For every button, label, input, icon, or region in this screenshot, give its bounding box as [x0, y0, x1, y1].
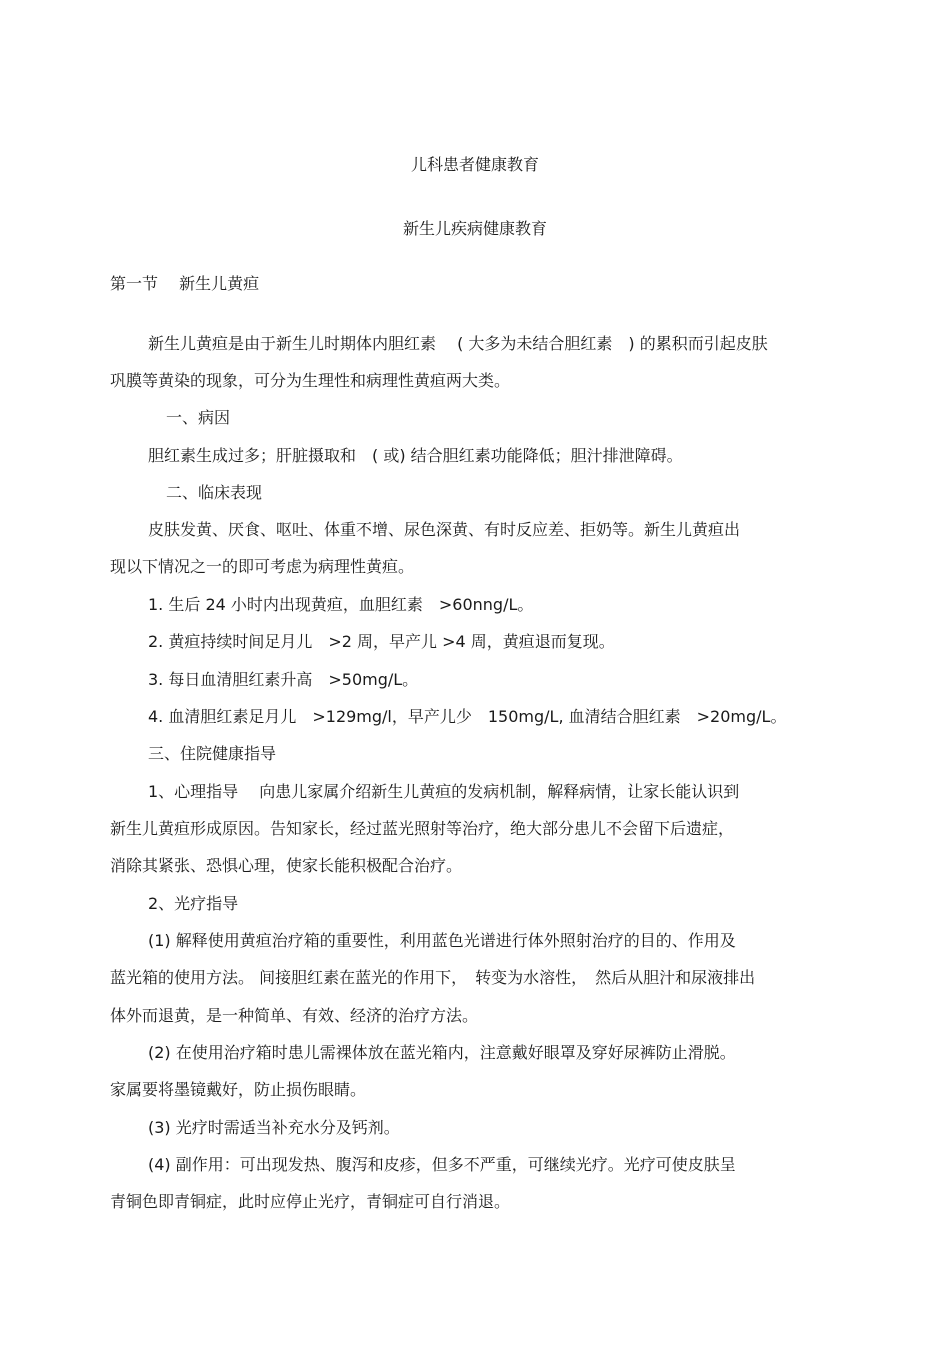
subheading: 二、临床表现	[166, 483, 263, 502]
paragraph-line: 胆红素生成过多；肝脏摄取和 ( 或) 结合胆红素功能降低；胆汁排泄障碍。	[148, 446, 683, 465]
subheading: 2、光疗指导	[148, 894, 239, 913]
paragraph-line: 青铜色即青铜症，此时应停止光疗，青铜症可自行消退。	[110, 1192, 511, 1211]
paragraph-line: 巩膜等黄染的现象，可分为生理性和病理性黄疸两大类。	[110, 371, 511, 390]
paragraph-line: 皮肤发黄、厌食、呕吐、体重不增、尿色深黄、有时反应差、拒奶等。新生儿黄疸出	[148, 520, 741, 539]
document-subtitle: 新生儿疾病健康教育	[402, 219, 547, 238]
list-item: 1. 生后 24 小时内出现黄疸，血胆红素 >60nng/L。	[148, 595, 534, 614]
paragraph-line: 新生儿黄疸是由于新生儿时期体内胆红素 ( 大多为未结合胆红素 ) 的累积而引起皮肤	[148, 334, 768, 353]
paragraph-line: 现以下情况之一的即可考虑为病理性黄疸。	[110, 557, 415, 576]
paragraph-line: 1、心理指导 向患儿家属介绍新生儿黄疸的发病机制，解释病情，让家长能认识到	[148, 782, 740, 801]
subheading: 一、病因	[166, 408, 231, 427]
paragraph-line: 家属要将墨镜戴好，防止损伤眼睛。	[110, 1080, 367, 1099]
paragraph-line: (2) 在使用治疗箱时患儿需裸体放在蓝光箱内，注意戴好眼罩及穿好尿裤防止滑脱。	[148, 1043, 736, 1062]
paragraph-line: (1) 解释使用黄疸治疗箱的重要性，利用蓝色光谱进行体外照射治疗的目的、作用及	[148, 931, 736, 950]
paragraph-line: 蓝光箱的使用方法。 间接胆红素在蓝光的作用下， 转变为水溶性， 然后从胆汁和尿液排出	[110, 968, 756, 987]
paragraph-line: 体外而退黄，是一种简单、有效、经济的治疗方法。	[110, 1006, 479, 1025]
section-heading: 第一节 新生儿黄疸	[110, 274, 260, 293]
paragraph-line: (4) 副作用：可出现发热、腹泻和皮疹，但多不严重，可继续光疗。光疗可使皮肤呈	[148, 1155, 736, 1174]
paragraph-line: (3) 光疗时需适当补充水分及钙剂。	[148, 1118, 400, 1137]
subheading: 三、住院健康指导	[148, 744, 277, 763]
list-item: 2. 黄疸持续时间足月儿 >2 周，早产儿 >4 周，黄疸退而复现。	[148, 632, 615, 651]
list-item: 4. 血清胆红素足月儿 >129mg/l，早产儿少 150mg/L, 血清结合胆红素 >20mg/L。	[148, 707, 787, 726]
paragraph-line: 新生儿黄疸形成原因。告知家长，经过蓝光照射等治疗，绝大部分患儿不会留下后遗症，	[110, 819, 735, 838]
document-title: 儿科患者健康教育	[410, 155, 539, 174]
paragraph-line: 消除其紧张、恐惧心理，使家长能积极配合治疗。	[110, 856, 463, 875]
list-item: 3. 每日血清胆红素升高 >50mg/L。	[148, 670, 419, 689]
